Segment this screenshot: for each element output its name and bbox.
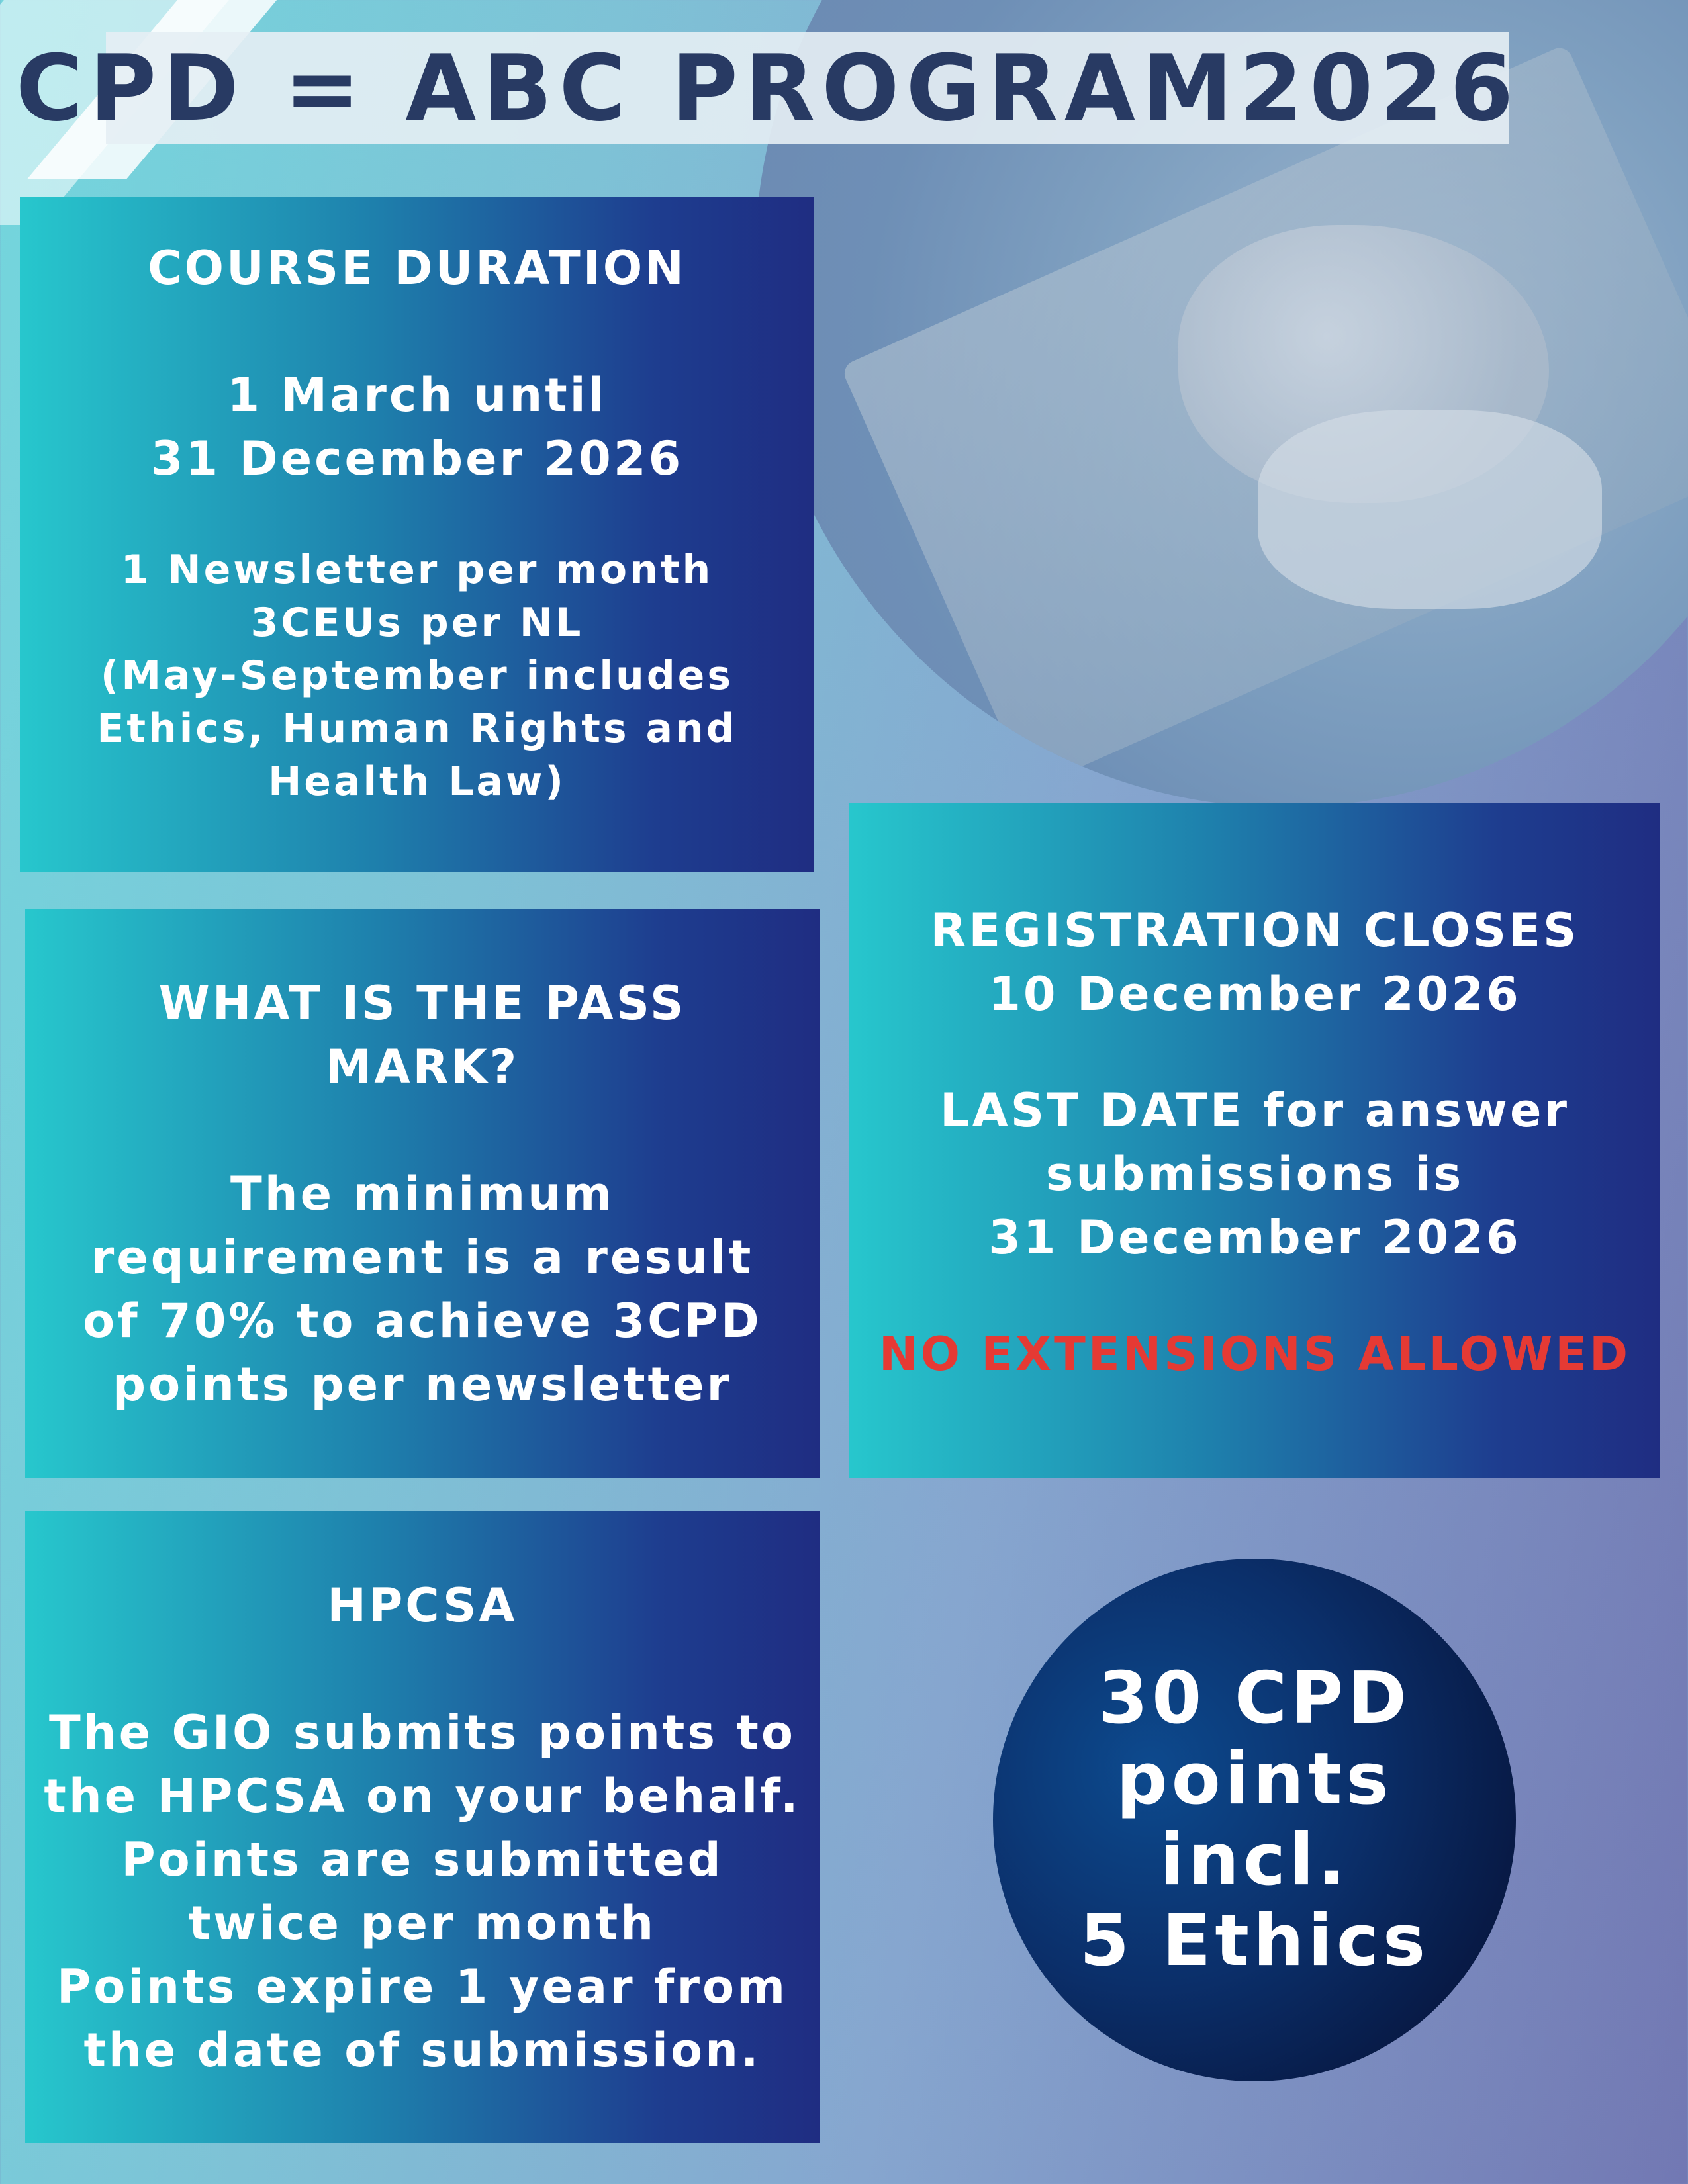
hpcsa-text: twice per month <box>188 1896 657 1950</box>
title-banner <box>15 32 1521 144</box>
last-date-text: 31 December 2026 <box>988 1210 1521 1265</box>
registration-heading: REGISTRATION CLOSES <box>930 903 1579 958</box>
pass-mark-text: requirement is a result <box>91 1230 754 1285</box>
course-detail-line: Health Law) <box>268 758 566 805</box>
last-date-text: submissions is <box>1045 1147 1464 1201</box>
course-dates-line: 31 December 2026 <box>150 432 684 486</box>
course-detail-line: Ethics, Human Rights and <box>97 705 737 752</box>
badge-line: 30 CPD <box>1098 1657 1411 1740</box>
hpcsa-heading: HPCSA <box>327 1578 518 1633</box>
badge-line: 5 Ethics <box>1079 1899 1430 1982</box>
pass-mark-panel <box>25 909 820 1478</box>
hpcsa-text: the HPCSA on your behalf. <box>44 1769 801 1823</box>
pass-mark-text: points per newsletter <box>112 1357 733 1412</box>
hpcsa-panel <box>25 1511 820 2143</box>
photo-sleeve-shape <box>1258 410 1602 609</box>
pass-mark-text: of 70% to achieve 3CPD <box>83 1294 762 1348</box>
badge-line: incl. <box>1160 1819 1349 1901</box>
course-dates-line: 1 March until <box>227 368 607 422</box>
pass-mark-heading: MARK? <box>325 1040 520 1094</box>
no-extensions-warning: NO EXTENSIONS ALLOWED <box>878 1327 1631 1381</box>
last-date-text: LAST DATE for answer <box>940 1083 1570 1138</box>
course-detail-line: (May-September includes <box>100 653 734 699</box>
hpcsa-text: Points expire 1 year from <box>56 1960 788 2014</box>
hpcsa-text: the date of submission. <box>83 2023 761 2077</box>
cpd-points-badge <box>993 1559 1516 2081</box>
registration-panel <box>849 803 1660 1478</box>
course-duration-heading: COURSE DURATION <box>148 241 686 295</box>
page-title: CPD = ABC PROGRAM2026 <box>15 34 1521 142</box>
hpcsa-text: Points are submitted <box>121 1833 724 1887</box>
pass-mark-heading: WHAT IS THE PASS <box>158 976 686 1030</box>
hpcsa-text: The GIO submits points to <box>49 1706 796 1760</box>
course-duration-panel <box>20 197 814 872</box>
pass-mark-text: The minimum <box>230 1167 614 1221</box>
course-detail-line: 3CEUs per NL <box>250 600 584 646</box>
registration-close-date: 10 December 2026 <box>988 967 1521 1021</box>
badge-line: points <box>1116 1738 1393 1821</box>
course-detail-line: 1 Newsletter per month <box>120 547 714 593</box>
